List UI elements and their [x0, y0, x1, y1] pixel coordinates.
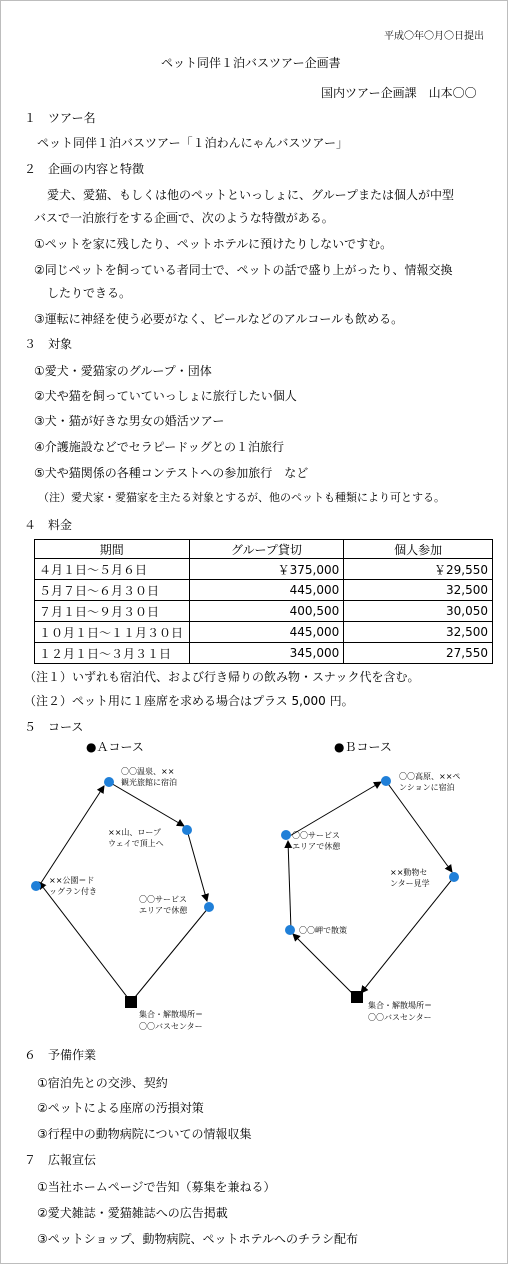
individual-price-cell: 27,550 [344, 643, 493, 664]
prep-item: ②ペットによる座席の汚損対策 [37, 1101, 204, 1115]
fee-table [34, 539, 493, 664]
period-cell: １０月１日～１１月３０日 [35, 622, 190, 643]
section-5-heading: ５ コース [24, 720, 84, 734]
target-item: ⑤犬や猫関係の各種コンテストへの参加旅行 など [34, 466, 309, 480]
course-b-meeting-label: 〇〇バスセンター [368, 1013, 432, 1022]
feature-item: ②同じペットを飼っている者同士で、ペットの話で盛り上がったり、情報交換 [34, 263, 453, 277]
submission-date: 平成〇年〇月〇日提出 [384, 31, 484, 42]
promo-item: ①当社ホームページで告知（募集を兼ねる） [37, 1180, 276, 1194]
feature-item-continued: したりできる。 [47, 286, 132, 300]
table-row [35, 622, 493, 643]
course-a-route-3 [109, 782, 184, 826]
document-title: ペット同伴１泊バスツアー企画書 [161, 56, 341, 70]
target-item: ③犬・猫が好きな男女の婚活ツアー [34, 414, 225, 428]
prep-item: ③行程中の動物病院についての情報収集 [37, 1127, 252, 1141]
course-b-route-4 [386, 781, 452, 872]
author-line: 国内ツアー企画課 山本〇〇 [321, 86, 477, 100]
group-price-cell: 345,000 [189, 643, 344, 664]
column-header-group: グループ貸切 [189, 540, 344, 559]
course-a-diagram [1, 731, 261, 1041]
period-cell: ７月１日～９月３０日 [35, 601, 190, 622]
course-b-stop-dot [449, 872, 459, 882]
course-a-route-5 [131, 907, 209, 1002]
section-3-heading: ３ 対象 [24, 337, 73, 351]
period-cell: ４月１日～５月６日 [35, 559, 190, 580]
section-7-heading: ７ 広報宣伝 [24, 1153, 97, 1167]
course-a-stop-label: 〇〇サービス [139, 895, 187, 904]
course-a-stop-label: 〇〇温泉、×× [121, 767, 175, 776]
course-a-stop-dot [204, 902, 214, 912]
course-b-stop-dot [381, 776, 391, 786]
table-row [35, 580, 493, 601]
course-a-stop-label: ッグラン付き [49, 887, 97, 896]
course-b-route-3 [288, 782, 381, 837]
individual-price-cell: ￥29,550 [344, 559, 493, 580]
course-a-stop-dot [31, 881, 41, 891]
course-a-meeting-label: 集合・解散場所＝ [139, 1010, 203, 1019]
course-b-meeting-label: 集合・解散場所＝ [368, 1001, 432, 1010]
column-header-individual: 個人参加 [344, 540, 493, 559]
course-b-stop-label: エリアで休憩 [292, 842, 341, 851]
course-a-meeting-label: 〇〇バスセンター [139, 1022, 203, 1031]
target-item: ②犬や猫を飼っていていっしょに旅行したい個人 [34, 389, 297, 403]
group-price-cell: 445,000 [189, 580, 344, 601]
course-a-stop-label: ウェイで頂上へ [108, 839, 164, 848]
course-b-title: ●Ｂコース [334, 740, 392, 754]
course-a-route-4 [187, 830, 207, 901]
section-4-heading: ４ 料金 [24, 518, 73, 532]
course-b-stop-label: ンションに宿泊 [399, 783, 455, 792]
course-b-stop-label: ンター見学 [390, 879, 430, 888]
course-b-diagram [256, 731, 506, 1041]
section-2-heading: ２ 企画の内容と特徴 [24, 162, 145, 176]
course-b-route-5 [361, 877, 454, 993]
course-a-stop-label: エリアで休憩 [139, 906, 188, 915]
individual-price-cell: 32,500 [344, 622, 493, 643]
course-b-stop-label: ××動物セ [390, 868, 428, 877]
section-2-intro-line-1: 愛犬、愛猫、もしくは他のペットといっしょに、グループまたは個人が中型 [47, 188, 455, 202]
course-b-stop-label: 〇〇高原、××ペ [399, 772, 461, 781]
fee-note-1: （注１）いずれも宿泊代、および行き帰りの飲み物・スナック代を含む。 [24, 670, 420, 684]
table-row [35, 601, 493, 622]
target-item: ④介護施設などでセラピードッグとの１泊旅行 [34, 440, 285, 454]
feature-item: ①ペットを家に残したり、ペットホテルに預けたりしないですむ。 [34, 237, 393, 251]
course-a-route-1 [39, 882, 131, 1002]
fee-note-2: （注２）ペット用に１座席を求める場合はプラス 5,000 円。 [24, 694, 354, 708]
course-a-meeting-point [125, 996, 137, 1008]
course-a-stop-label: 観光旅館に宿泊 [121, 778, 177, 787]
course-b-stop-dot [285, 925, 295, 935]
column-header-period: 期間 [35, 540, 190, 559]
prep-item: ①宿泊先との交渉、契約 [37, 1076, 168, 1090]
period-cell: ５月７日～６月３０日 [35, 580, 190, 601]
target-item: ①愛犬・愛猫家のグループ・団体 [34, 364, 212, 378]
individual-price-cell: 32,500 [344, 580, 493, 601]
group-price-cell: ￥375,000 [189, 559, 344, 580]
course-a-stop-label: ××公園＝ド [49, 876, 95, 885]
course-a-stop-label: ××山、ロープ [108, 828, 162, 837]
course-b-stop-label: 〇〇岬で散策 [299, 926, 347, 935]
tour-name: ペット同伴１泊バスツアー「１泊わんにゃんバスツアー」 [37, 136, 349, 150]
course-b-stop-label: 〇〇サービス [292, 831, 340, 840]
course-b-route-1 [293, 934, 356, 997]
course-b-route-2 [288, 841, 291, 930]
promo-item: ③ペットショップ、動物病院、ペットホテルへのチラシ配布 [37, 1232, 358, 1246]
target-note: （注）愛犬家・愛猫家を主たる対象とするが、他のペットも種類により可とする。 [38, 491, 445, 504]
course-a-stop-dot [182, 825, 192, 835]
group-price-cell: 400,500 [189, 601, 344, 622]
individual-price-cell: 30,050 [344, 601, 493, 622]
course-b-meeting-point [351, 991, 363, 1003]
course-a-stop-dot [104, 777, 114, 787]
section-1-heading: １ ツアー名 [24, 111, 96, 125]
course-b-stop-dot [281, 830, 291, 840]
promo-item: ②愛犬雑誌・愛猫雑誌への広告掲載 [37, 1206, 228, 1220]
course-a-title: ●Ａコース [86, 740, 144, 754]
group-price-cell: 445,000 [189, 622, 344, 643]
section-2-intro-line-2: バスで一泊旅行をする企画で、次のような特徴がある。 [34, 211, 334, 225]
table-row [35, 643, 493, 664]
course-a-route-2 [39, 786, 104, 886]
feature-item: ③運転に神経を使う必要がなく、ビールなどのアルコールも飲める。 [34, 312, 404, 326]
period-cell: １２月１日～３月３１日 [35, 643, 190, 664]
fee-table-header [35, 540, 493, 559]
table-row [35, 559, 493, 580]
section-6-heading: ６ 予備作業 [24, 1048, 97, 1062]
